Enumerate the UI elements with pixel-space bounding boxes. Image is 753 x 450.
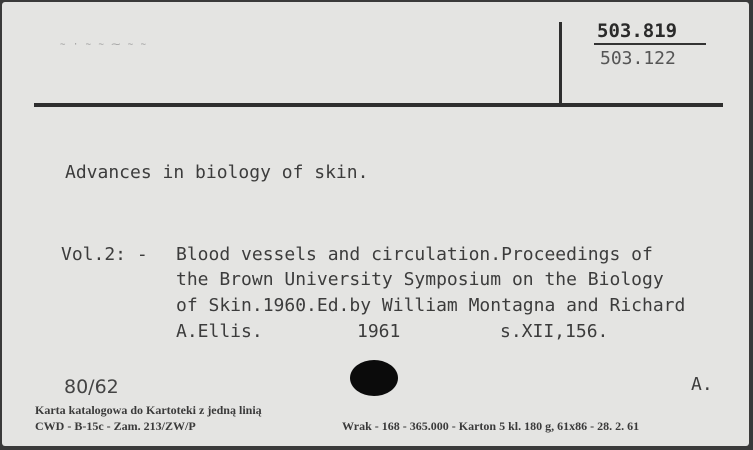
print-run-info: Wrak - 168 - 365.000 - Karton 5 kl. 180 g, 61x86 - 28. 2. 61 [342,419,640,433]
classification-underline [594,43,706,45]
printer-code: CWD - B-15c - Zam. 213/ZW/P [35,419,196,433]
volume-description-line: of Skin.1960.Ed.by William Montagna and Richard [176,295,686,316]
volume-description-line: the Brown University Symposium on the Biology [176,269,664,290]
shelf-mark: 80/62 [64,376,119,398]
card-form-caption: Karta katalogowa do Kartoteki z jedną linią [35,403,262,417]
volume-label: Vol.2: - [61,244,148,265]
punch-hole [350,360,398,396]
volume-description-line: Blood vessels and circulation.Proceedings of [176,244,653,265]
filing-letter: A. [691,374,713,395]
header-vertical-rule [559,22,562,106]
classification-primary: 503.819 [597,20,678,42]
publication-year: 1961 [357,321,401,342]
volume-description-line: A.Ellis. [176,321,263,342]
header-horizontal-rule [34,103,723,107]
classification-secondary: 503.122 [600,48,676,69]
pagination: s.XII,156. [500,321,609,342]
catalog-card [2,2,749,446]
faint-pencil-mark: ~ · ~ ~ ⁓ ~ ~ [60,40,148,50]
book-title: Advances in biology of skin. [65,162,369,183]
